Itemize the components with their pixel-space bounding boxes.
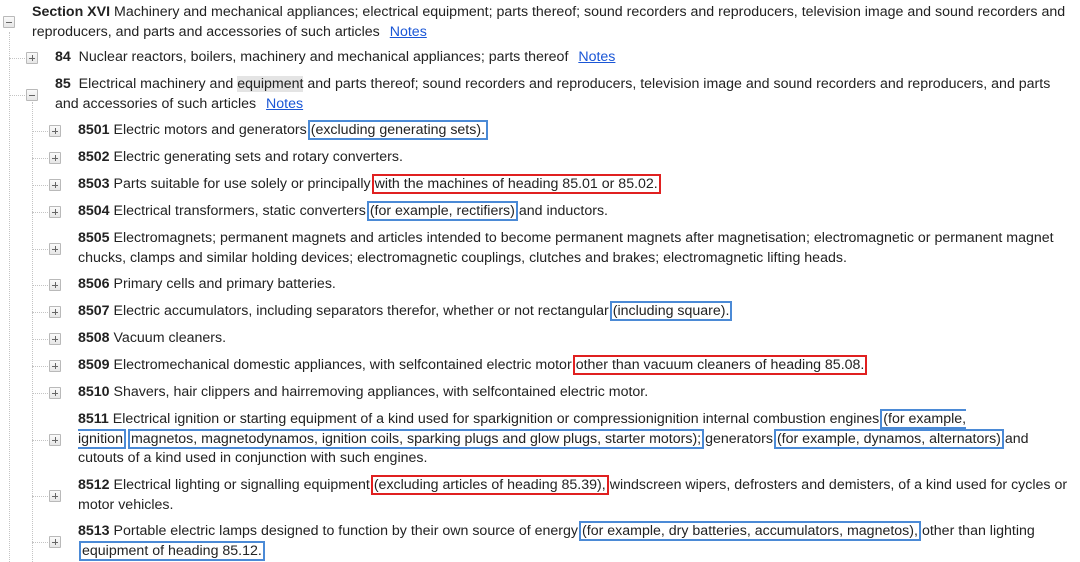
heading-text: Portable electric lamps designed to function by their own source of energy (113, 523, 579, 539)
heading-text: Primary cells and primary batteries. (113, 276, 336, 292)
expand-8512-button[interactable] (49, 490, 61, 502)
tree-line-8501 (32, 131, 48, 132)
heading-text: generators (705, 430, 773, 447)
section-text: Machinery and mechanical appliances; electrical equipment; parts thereof; sound recorders and reproducers, television image and sound recorders and reproducers, and parts and accessories of such articles (32, 4, 1066, 40)
ch85-notes-link[interactable]: Notes (266, 95, 304, 112)
heading-text: Electrical ignition or starting equipment of a kind used for sparkignition or compressionignition internal combustion engines (112, 411, 880, 427)
tree-line-ch84 (9, 58, 27, 59)
heading-code: 8513 (78, 523, 110, 539)
expand-8504-button[interactable] (49, 206, 61, 218)
heading-text: Shavers, hair clippers and hairremoving appliances, with selfcontained electric motor. (113, 384, 649, 400)
heading-8510[interactable] (78, 383, 1068, 403)
tree-line-8507 (32, 312, 48, 313)
expand-8508-button[interactable] (49, 333, 61, 345)
tree-line-8502 (32, 158, 48, 159)
heading-8504[interactable] (78, 202, 1068, 222)
heading-text: other than lighting (921, 523, 1035, 539)
heading-code: 8503 (78, 176, 110, 192)
heading-text: Electrical lighting or signalling equipment (113, 477, 370, 493)
heading-8513[interactable] (78, 522, 1073, 561)
tree-line-8503 (32, 185, 48, 186)
tree-line-8511 (32, 440, 48, 441)
expand-8506-button[interactable] (49, 279, 61, 291)
blue-box-annotation: equipment of heading 85.12. (79, 541, 265, 561)
blue-box-annotation: (excluding generating sets). (308, 120, 488, 140)
collapse-ch85-button[interactable] (26, 89, 38, 101)
heading-text: kind used in conjunction with such engines. (155, 450, 428, 466)
heading-code: 8512 (78, 477, 110, 493)
expand-ch84-button[interactable] (26, 52, 38, 64)
collapse-section-button[interactable] (3, 16, 15, 28)
tree-line-ch85-children (32, 102, 33, 562)
heading-8511[interactable] (78, 410, 1073, 469)
heading-code: 8506 (78, 276, 110, 292)
ch84-text: Nuclear reactors, boilers, machinery and mechanical appliances; parts thereof (78, 49, 569, 65)
heading-text: Electromagnets; permanent magnets and articles intended to become permanent magnets after magnetisation; electromagnetic or permanent magnet chucks, clamps and similar holding devices; electromagnetic couplings, clutches and brakes; electromagnetic lifting heads. (78, 230, 1054, 266)
tree-line-8504 (32, 212, 48, 213)
expand-8505-button[interactable] (49, 243, 61, 255)
blue-box-annotation: (for example, ignition (78, 411, 967, 447)
heading-text: Electric generating sets and rotary converters. (113, 149, 403, 165)
tree-line-ch85 (9, 95, 27, 96)
expand-8511-button[interactable] (49, 434, 61, 446)
heading-8509[interactable] (78, 356, 1068, 376)
expand-8501-button[interactable] (49, 125, 61, 137)
heading-code: 8502 (78, 149, 110, 165)
tree-line-section (9, 32, 10, 562)
red-box-annotation: other than vacuum cleaners of heading 85.08. (573, 355, 868, 375)
section-node (32, 3, 1072, 42)
heading-text: and cutouts of a (78, 430, 1029, 466)
chapter-85-node[interactable] (55, 75, 1070, 114)
tree-line-8509 (32, 366, 48, 367)
expand-8510-button[interactable] (49, 387, 61, 399)
heading-8512[interactable] (78, 476, 1078, 515)
ch85-text-post: and parts thereof; sound recorders and reproducers, television image and sound recorders and reproducers, and parts and accessories of such articles (55, 76, 1051, 112)
heading-code: 8507 (78, 303, 110, 319)
tree-line-8513 (32, 542, 48, 543)
red-box-annotation: (excluding articles of heading 85.39), (371, 475, 609, 495)
heading-code: 8505 (78, 230, 110, 246)
expand-8513-button[interactable] (49, 536, 61, 548)
expand-8509-button[interactable] (49, 360, 61, 372)
ch84-notes-link[interactable]: Notes (578, 49, 616, 65)
tree-line-8510 (32, 393, 48, 394)
heading-8503[interactable] (78, 175, 1068, 195)
heading-text: Parts suitable for use solely or principally (113, 176, 371, 192)
heading-text: Electric accumulators, including separators therefor, whether or not rectangular (113, 303, 609, 319)
heading-8502[interactable] (78, 148, 1068, 168)
tree-line-8508 (32, 339, 48, 340)
chapter-84-node[interactable] (55, 48, 1065, 68)
ch84-code: 84 (55, 49, 71, 65)
heading-text: and inductors. (518, 203, 608, 219)
blue-box-annotation: (for example, dynamos, alternators) (774, 429, 1004, 449)
heading-code: 8511 (78, 411, 109, 427)
blue-box-annotation: (for example, dry batteries, accumulators, magnetos), (579, 521, 921, 541)
heading-code: 8501 (78, 122, 110, 138)
blue-box-annotation: magnetos, magnetodynamos, ignition coils, sparking plugs and glow plugs, starter motors); (128, 429, 704, 449)
heading-code: 8510 (78, 384, 110, 400)
tree-line-8506 (32, 285, 48, 286)
heading-8501[interactable] (78, 121, 1068, 141)
heading-8505[interactable] (78, 229, 1068, 268)
heading-text: Electrical transformers, static converters (113, 203, 366, 219)
expand-8502-button[interactable] (49, 152, 61, 164)
heading-text: Vacuum cleaners. (113, 330, 227, 346)
expand-8507-button[interactable] (49, 306, 61, 318)
heading-code: 8504 (78, 203, 110, 219)
heading-8508[interactable] (78, 329, 1068, 349)
blue-box-annotation: (including square). (610, 301, 733, 321)
tree-line-8505 (32, 249, 48, 250)
section-code: Section XVI (32, 4, 111, 20)
heading-8507[interactable] (78, 302, 1068, 322)
heading-code: 8508 (78, 330, 110, 346)
red-box-annotation: with the machines of heading 85.01 or 85.02. (372, 174, 661, 194)
ch85-code: 85 (55, 76, 71, 92)
section-notes-link[interactable]: Notes (389, 23, 427, 40)
heading-8506[interactable] (78, 275, 1068, 295)
heading-text: Electric motors and generators (113, 122, 307, 138)
ch85-text-pre: Electrical machinery and (78, 76, 234, 92)
ch85-highlight: equipment (237, 76, 304, 92)
heading-code: 8509 (78, 357, 110, 373)
blue-box-annotation: (for example, rectifiers) (367, 201, 518, 221)
tree-line-8512 (32, 496, 48, 497)
heading-text: windscreen wipers, defrosters and demisters, of a kind used for cycles or motor vehicles. (78, 477, 1068, 513)
expand-8503-button[interactable] (49, 179, 61, 191)
heading-text: Electromechanical domestic appliances, with selfcontained electric motor (113, 357, 572, 373)
